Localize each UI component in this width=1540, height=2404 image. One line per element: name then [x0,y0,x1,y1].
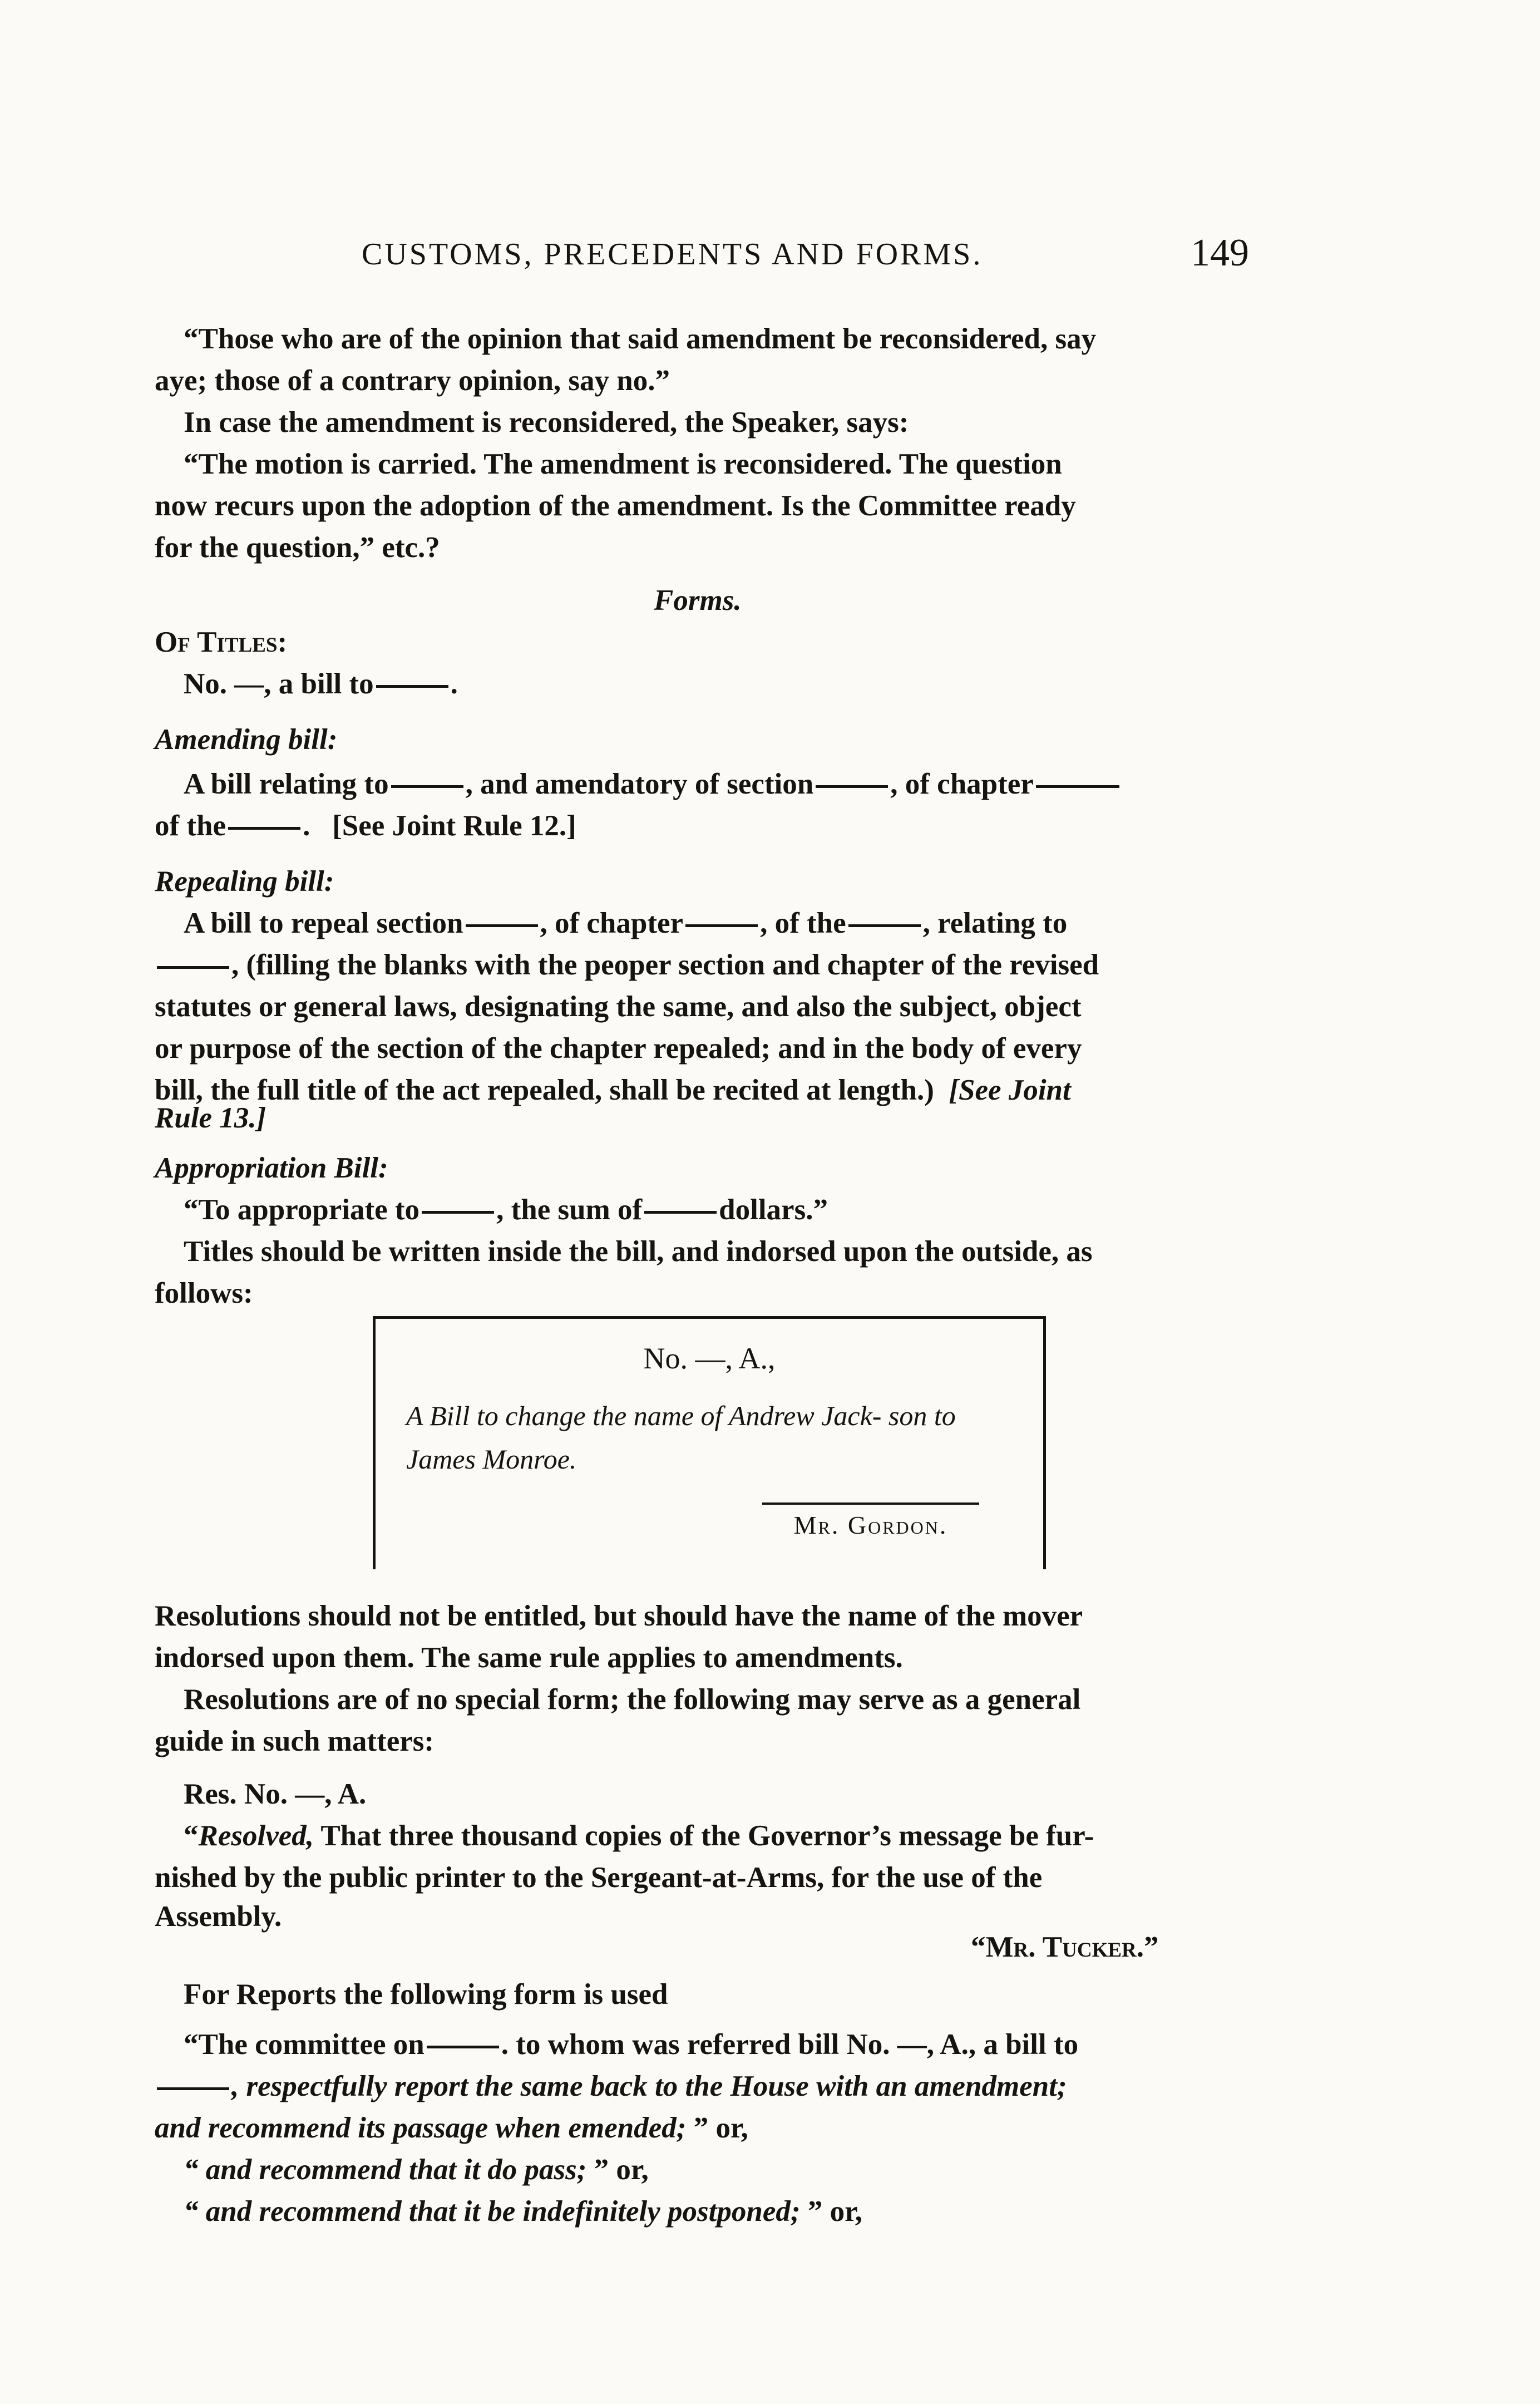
text-run: . [450,668,458,700]
text-line [184,762,1273,806]
bill-endorsement-box [373,1316,1046,1569]
blank-line [376,685,448,688]
text-run: A bill relating to [184,768,389,800]
text-run: ” or, [800,2195,862,2228]
text-run: , and amendatory of section [465,768,814,800]
text-line [155,804,1273,848]
blank-line [848,924,921,927]
blank-line [228,827,300,830]
text-run: A bill to repeal section [184,907,463,939]
repealing-label: Repealing bill: [155,865,334,898]
text-line [184,2148,1273,2191]
blank-line [1036,785,1119,788]
text-line: Res. No. —, A. [184,1778,367,1810]
reference: Rule 13.] [155,1102,266,1134]
text-line: guide in such matters: [155,1725,435,1757]
text-run: , of chapter [890,768,1034,800]
text-line [184,902,1273,945]
appropriation-label: Appropriation Bill: [155,1152,388,1184]
text-run: No. —, a bill to [184,668,374,700]
text-line: follows: [155,1277,253,1309]
text-run: . to whom was referred bill No. —, A., a bill to [501,2028,1079,2061]
text-run: , relating to [922,907,1068,939]
bill-number: No. —, A., [643,1342,776,1375]
text-run: , respectfully report the same back to the House with an amendment; [231,2070,1067,2102]
page-number: 149 [1191,231,1249,274]
text-line: “Those who are of the opinion that said amendment be reconsidered, say [184,323,1097,355]
text-line: statutes or general laws, designating the same, and also the subject, object [155,991,1082,1023]
blank-line [427,2046,499,2048]
text-line: “The motion is carried. The amendment is reconsidered. The question [184,448,1062,480]
text-run: “ and recommend that it do pass; [184,2154,587,2186]
bill-sponsor: Mr. Gordon. [762,1502,979,1540]
blank-line [157,2087,229,2090]
text-run: dollars.” [719,1194,828,1226]
text-line: nished by the public printer to the Sergeant-at-Arms, for the use of the [155,1861,1043,1894]
text-line [184,1814,1273,1858]
text-line: or purpose of the section of the chapter repealed; and in the body of every [155,1032,1082,1065]
signature: “Mr. Tucker.” [971,1931,1159,1963]
blank-line [391,785,463,788]
text-line: In case the amendment is reconsidered, the Speaker, says: [184,406,909,439]
text-run: That three thousand copies of the Governor’s message be fur- [314,1820,1094,1852]
bill-title: A Bill to change the name of Andrew Jack- son to James Monroe. [406,1400,956,1475]
text-run: “The committee on [184,2028,425,2061]
text-line [155,943,1273,987]
blank-line [685,924,758,927]
text-run: , the sum of [496,1194,643,1226]
amending-label: Amending bill: [155,723,338,756]
text-run: “ and recommend that it be indefinitely postponed; [184,2195,801,2228]
text-run: and recommend its passage when emended; [155,2112,687,2144]
section-heading: Forms. [654,584,742,617]
running-header: CUSTOMS, PRECEDENTS AND FORMS. [362,237,983,272]
reference: [See Joint Rule 12.] [332,810,576,842]
text-line: indorsed upon them. The same rule applies to amendments. [155,1642,903,1674]
text-run: ” or, [686,2112,748,2144]
text-run: Resolved, [198,1820,314,1852]
text-run: “To appropriate to [184,1194,420,1226]
text-run: ” or, [586,2154,649,2186]
text-line: for the question,” etc.? [155,531,440,564]
text-line: now recurs upon the adoption of the amendment. Is the Committee ready [155,490,1076,522]
text-line: Resolutions should not be entitled, but should have the name of the mover [155,1600,1083,1632]
text-line [184,662,1273,706]
text-line: Resolutions are of no special form; the following may serve as a general [184,1683,1081,1716]
text-run: , of chapter [540,907,684,939]
text-run: , of the [760,907,846,939]
text-line [184,1188,1273,1231]
text-line [155,2106,1273,2150]
titles-label: Of Titles: [155,626,288,658]
text-line: aye; those of a contrary opinion, say no.” [155,364,670,397]
reference: [See Joint [949,1074,1071,1106]
blank-line [422,1211,494,1214]
text-run: “ [184,1820,199,1852]
text-line: Assembly. [155,1900,282,1933]
blank-line [816,785,888,788]
text-run: bill, the full title of the act repealed, shall be recited at length.) [155,1074,934,1106]
text-run: . [303,810,310,842]
text-line: For Reports the following form is used [184,1978,668,2011]
blank-line [466,924,538,927]
text-line [184,2023,1273,2066]
text-line [184,2190,1273,2233]
text-line: Titles should be written inside the bill, and indorsed upon the outside, as [184,1235,1093,1268]
text-run: of the [155,810,226,842]
blank-line [157,966,229,969]
text-run: , (filling the blanks with the peoper section and chapter of the revised [231,949,1099,981]
text-line [155,2065,1273,2108]
blank-line [644,1211,717,1214]
